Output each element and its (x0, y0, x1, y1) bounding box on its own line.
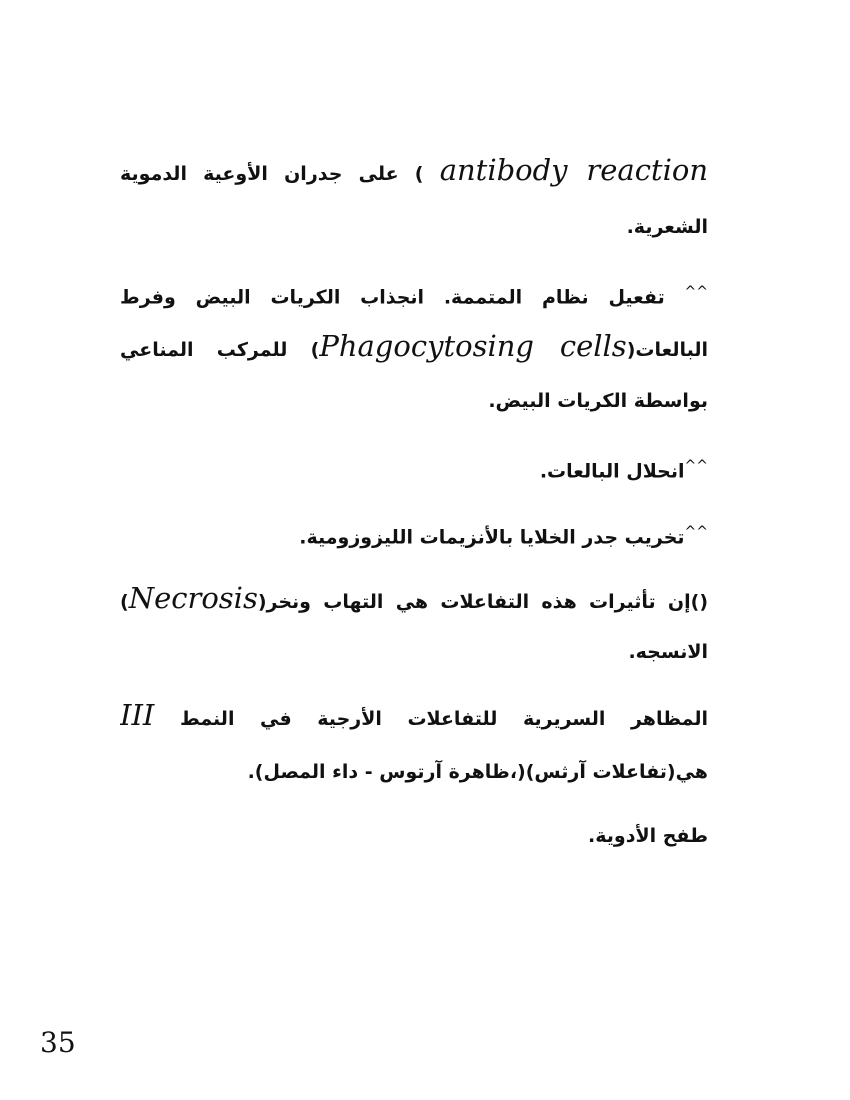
paragraph-3 (120, 446, 708, 491)
paragraph-3-text: انحلال البالعات. (539, 460, 685, 483)
paragraph-2-line-2 (120, 326, 708, 370)
paragraph-6-line-1 (120, 695, 708, 739)
paragraph-1-line-1-text: ) على جدران الأوعية الدموية (120, 163, 424, 185)
paragraph-6-line-2: هي(تفاعلات آرثس)(،ظاهرة آرتوس - داء المصل). (247, 761, 708, 783)
bullet-marker: ^^ (684, 524, 708, 540)
page-number: 35 (40, 1026, 76, 1059)
paragraph-6-line-1-text: المظاهر السريرية للتفاعلات الأرجية في النمط (179, 708, 708, 730)
paragraph-2-line-2-start: البالعات( (626, 339, 708, 361)
bullet-marker: ^^ (684, 458, 708, 474)
paragraph-1-line-1 (120, 150, 708, 194)
phagocytosing-cells-term: Phagocytosing cells (319, 329, 627, 363)
paragraph-5-line-2: الانسجه. (628, 641, 708, 663)
bullet-marker: ^^ (684, 284, 708, 300)
paragraph-1-line-2: الشعرية. (626, 216, 708, 238)
paragraph-2-line-1-text: تفعيل نظام المتممة. انجذاب الكريات البيض وفرط (120, 286, 665, 309)
paragraph-5-line-1-end: ) (120, 591, 129, 613)
paragraph-5-line-1 (120, 578, 708, 622)
paragraph-7: طفح الأدوية. (588, 825, 708, 847)
type-iii-term: III (120, 698, 155, 732)
paragraph-2-line-2-end: ) للمركب المناعي (120, 339, 320, 361)
paragraph-4-text: تخريب جدر الخلايا بالأنزيمات الليزوزومية. (299, 526, 685, 549)
antibody-reaction-term: antibody reaction (439, 153, 708, 187)
paragraph-4 (120, 512, 708, 557)
paragraph-2-line-3: بواسطة الكريات البيض. (488, 390, 708, 412)
necrosis-term: Necrosis (128, 581, 258, 615)
paragraph-5-line-1-start: ()إن تأثيرات هذه التفاعلات هي التهاب ونخر( (257, 591, 708, 613)
paragraph-2-line-1 (120, 272, 708, 317)
